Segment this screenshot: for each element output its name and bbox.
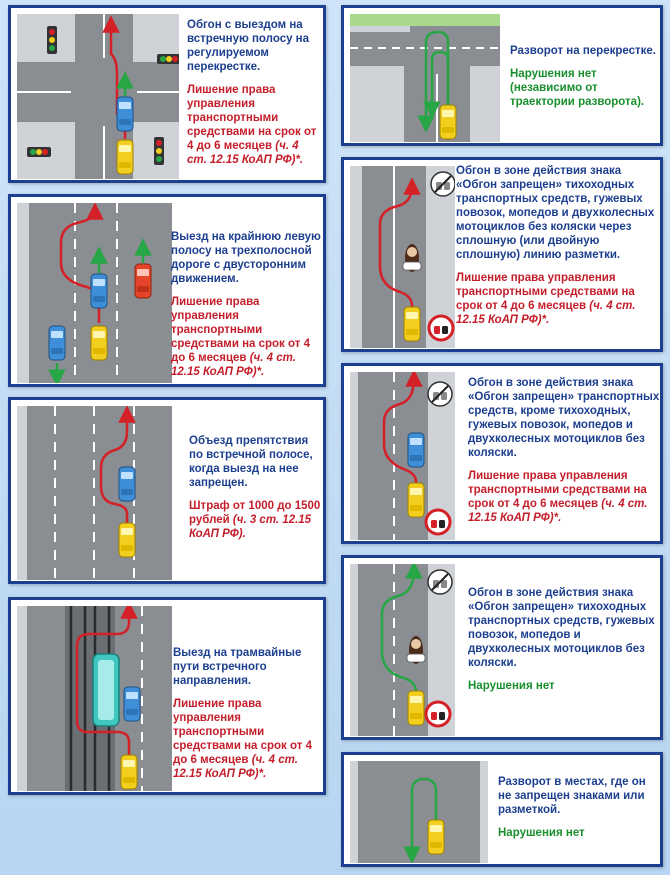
no-overtaking-sign-icon — [429, 316, 453, 340]
law-reference: (ч. 4 ст. 12.15 КоАП РФ)*. — [171, 352, 296, 378]
card-u-turn-intersection — [341, 5, 663, 146]
car-icon — [440, 105, 456, 139]
scene-obstacle — [17, 406, 172, 580]
traffic-light-icon — [27, 147, 51, 157]
scene-u-turn-allowed — [350, 761, 488, 863]
card-text — [456, 164, 660, 327]
car-icon — [408, 483, 424, 517]
description: Выезд на трамвайные пути встречного направления. — [173, 647, 302, 687]
result: Нарушения нет — [498, 827, 585, 839]
car-icon — [119, 523, 135, 557]
card-text — [187, 18, 321, 167]
car-icon — [49, 326, 65, 360]
description: Разворот в местах, где он не запрещен знаками или разметкой. — [498, 776, 646, 816]
car-icon — [408, 433, 424, 467]
car-icon — [404, 307, 420, 341]
penalty: Лишение права управления транспортными средствами на срок от 4 до 6 месяцев — [468, 470, 647, 510]
scene-three-lane — [17, 203, 172, 383]
no-overtaking-sign-icon — [426, 702, 450, 726]
penalty: Лишение права управления транспортными средствами на срок от 4 до 6 месяцев — [171, 296, 310, 364]
scene-intersection — [17, 14, 179, 179]
end-no-overtaking-sign-icon — [428, 382, 452, 406]
card-tram-tracks — [8, 597, 326, 795]
traffic-light-icon — [154, 137, 164, 165]
card-no-overtaking-solid-line — [341, 157, 663, 352]
card-text — [510, 44, 660, 109]
description: Обгон в зоне действия знака «Обгон запрещен» тихоходных транспортных средств, гужевых повозок, мопедов и двухколесных мотоциклов без коляски. — [468, 587, 655, 669]
scene-slow-vehicle-allowed — [350, 564, 455, 736]
penalty: Лишение права управления транспортными средствами на срок от 4 до 6 месяцев — [187, 84, 317, 152]
card-text — [498, 775, 658, 840]
result: Нарушения нет (независимо от траектории разворота). — [510, 68, 645, 108]
card-text — [468, 586, 660, 693]
description: Разворот на перекрестке. — [510, 45, 657, 57]
penalty-block — [468, 469, 660, 525]
result: Нарушения нет — [468, 680, 555, 692]
description: Обгон в зоне действия знака «Обгон запрещен» транспортных средств, кроме тихоходных, гужевых повозок, мопедов и двухколесных мотоциклов без коляски. — [468, 377, 660, 459]
description: Выезд на крайнюю левую полосу на трехполосной дороге с двусторонним движением. — [171, 231, 321, 285]
traffic-light-icon — [157, 54, 179, 64]
car-icon — [408, 691, 424, 725]
no-overtaking-sign-icon — [426, 510, 450, 534]
scene-no-overtaking — [350, 372, 455, 540]
penalty-block — [456, 271, 660, 327]
penalty-block — [173, 697, 323, 781]
card-u-turn-allowed-place — [341, 752, 663, 867]
car-icon — [135, 264, 151, 298]
scene-tram-tracks — [17, 606, 172, 791]
card-text — [173, 646, 323, 781]
description: Объезд препятствия по встречной полосе, когда выезд на нее запрещен. — [189, 435, 313, 489]
card-text — [189, 434, 323, 541]
traffic-light-icon — [47, 26, 57, 54]
description: Обгон с выездом на встречную полосу на регулируемом перекрестке. — [187, 19, 310, 73]
end-no-overtaking-sign-icon — [431, 172, 455, 196]
car-icon — [428, 820, 444, 854]
penalty: Лишение права управления транспортными средствами на срок от 4 до 6 месяцев — [456, 272, 635, 312]
car-icon — [91, 326, 107, 360]
card-overtake-intersection — [8, 5, 326, 183]
penalty: Лишение права управления транспортными средствами на срок от 4 до 6 месяцев — [173, 698, 312, 766]
law-reference: (ч. 3 ст. 12.15 КоАП РФ). — [189, 514, 312, 540]
penalty: Штраф от 1000 до 1500 рублей — [189, 500, 321, 526]
scene-slow-vehicle-solid — [350, 166, 455, 348]
law-reference: (ч. 4 ст. 12.15 КоАП РФ)*. — [468, 498, 648, 524]
car-icon — [124, 687, 140, 721]
card-no-overtaking-allowed — [341, 555, 663, 740]
tram-icon — [93, 654, 119, 726]
end-no-overtaking-sign-icon — [428, 570, 452, 594]
car-icon — [91, 274, 107, 308]
law-reference: (ч. 4 ст. 12.15 КоАП РФ)*. — [456, 300, 636, 326]
description: Обгон в зоне действия знака «Обгон запрещен» тихоходных транспортных средств, гужевых повозок, мопедов и двухколесных мотоциклов без коляски через сплошную (или двойную сплошную) линию разметки. — [456, 165, 655, 261]
penalty-block — [171, 295, 323, 379]
penalty-block — [189, 499, 323, 541]
car-icon — [119, 467, 135, 501]
law-reference: (ч. 4 ст. 12.15 КоАП РФ)*. — [173, 754, 298, 780]
card-leftmost-lane — [8, 194, 326, 387]
law-reference: (ч. 4 ст. 12.15 КоАП РФ)*. — [187, 140, 304, 166]
card-text — [468, 376, 660, 525]
card-text — [171, 230, 323, 379]
scene-u-turn — [350, 14, 500, 142]
car-icon — [117, 97, 133, 131]
card-no-overtaking-regular — [341, 363, 663, 544]
penalty-block — [187, 83, 321, 167]
car-icon — [117, 140, 133, 174]
card-obstacle-bypass — [8, 397, 326, 584]
car-icon — [121, 755, 137, 789]
